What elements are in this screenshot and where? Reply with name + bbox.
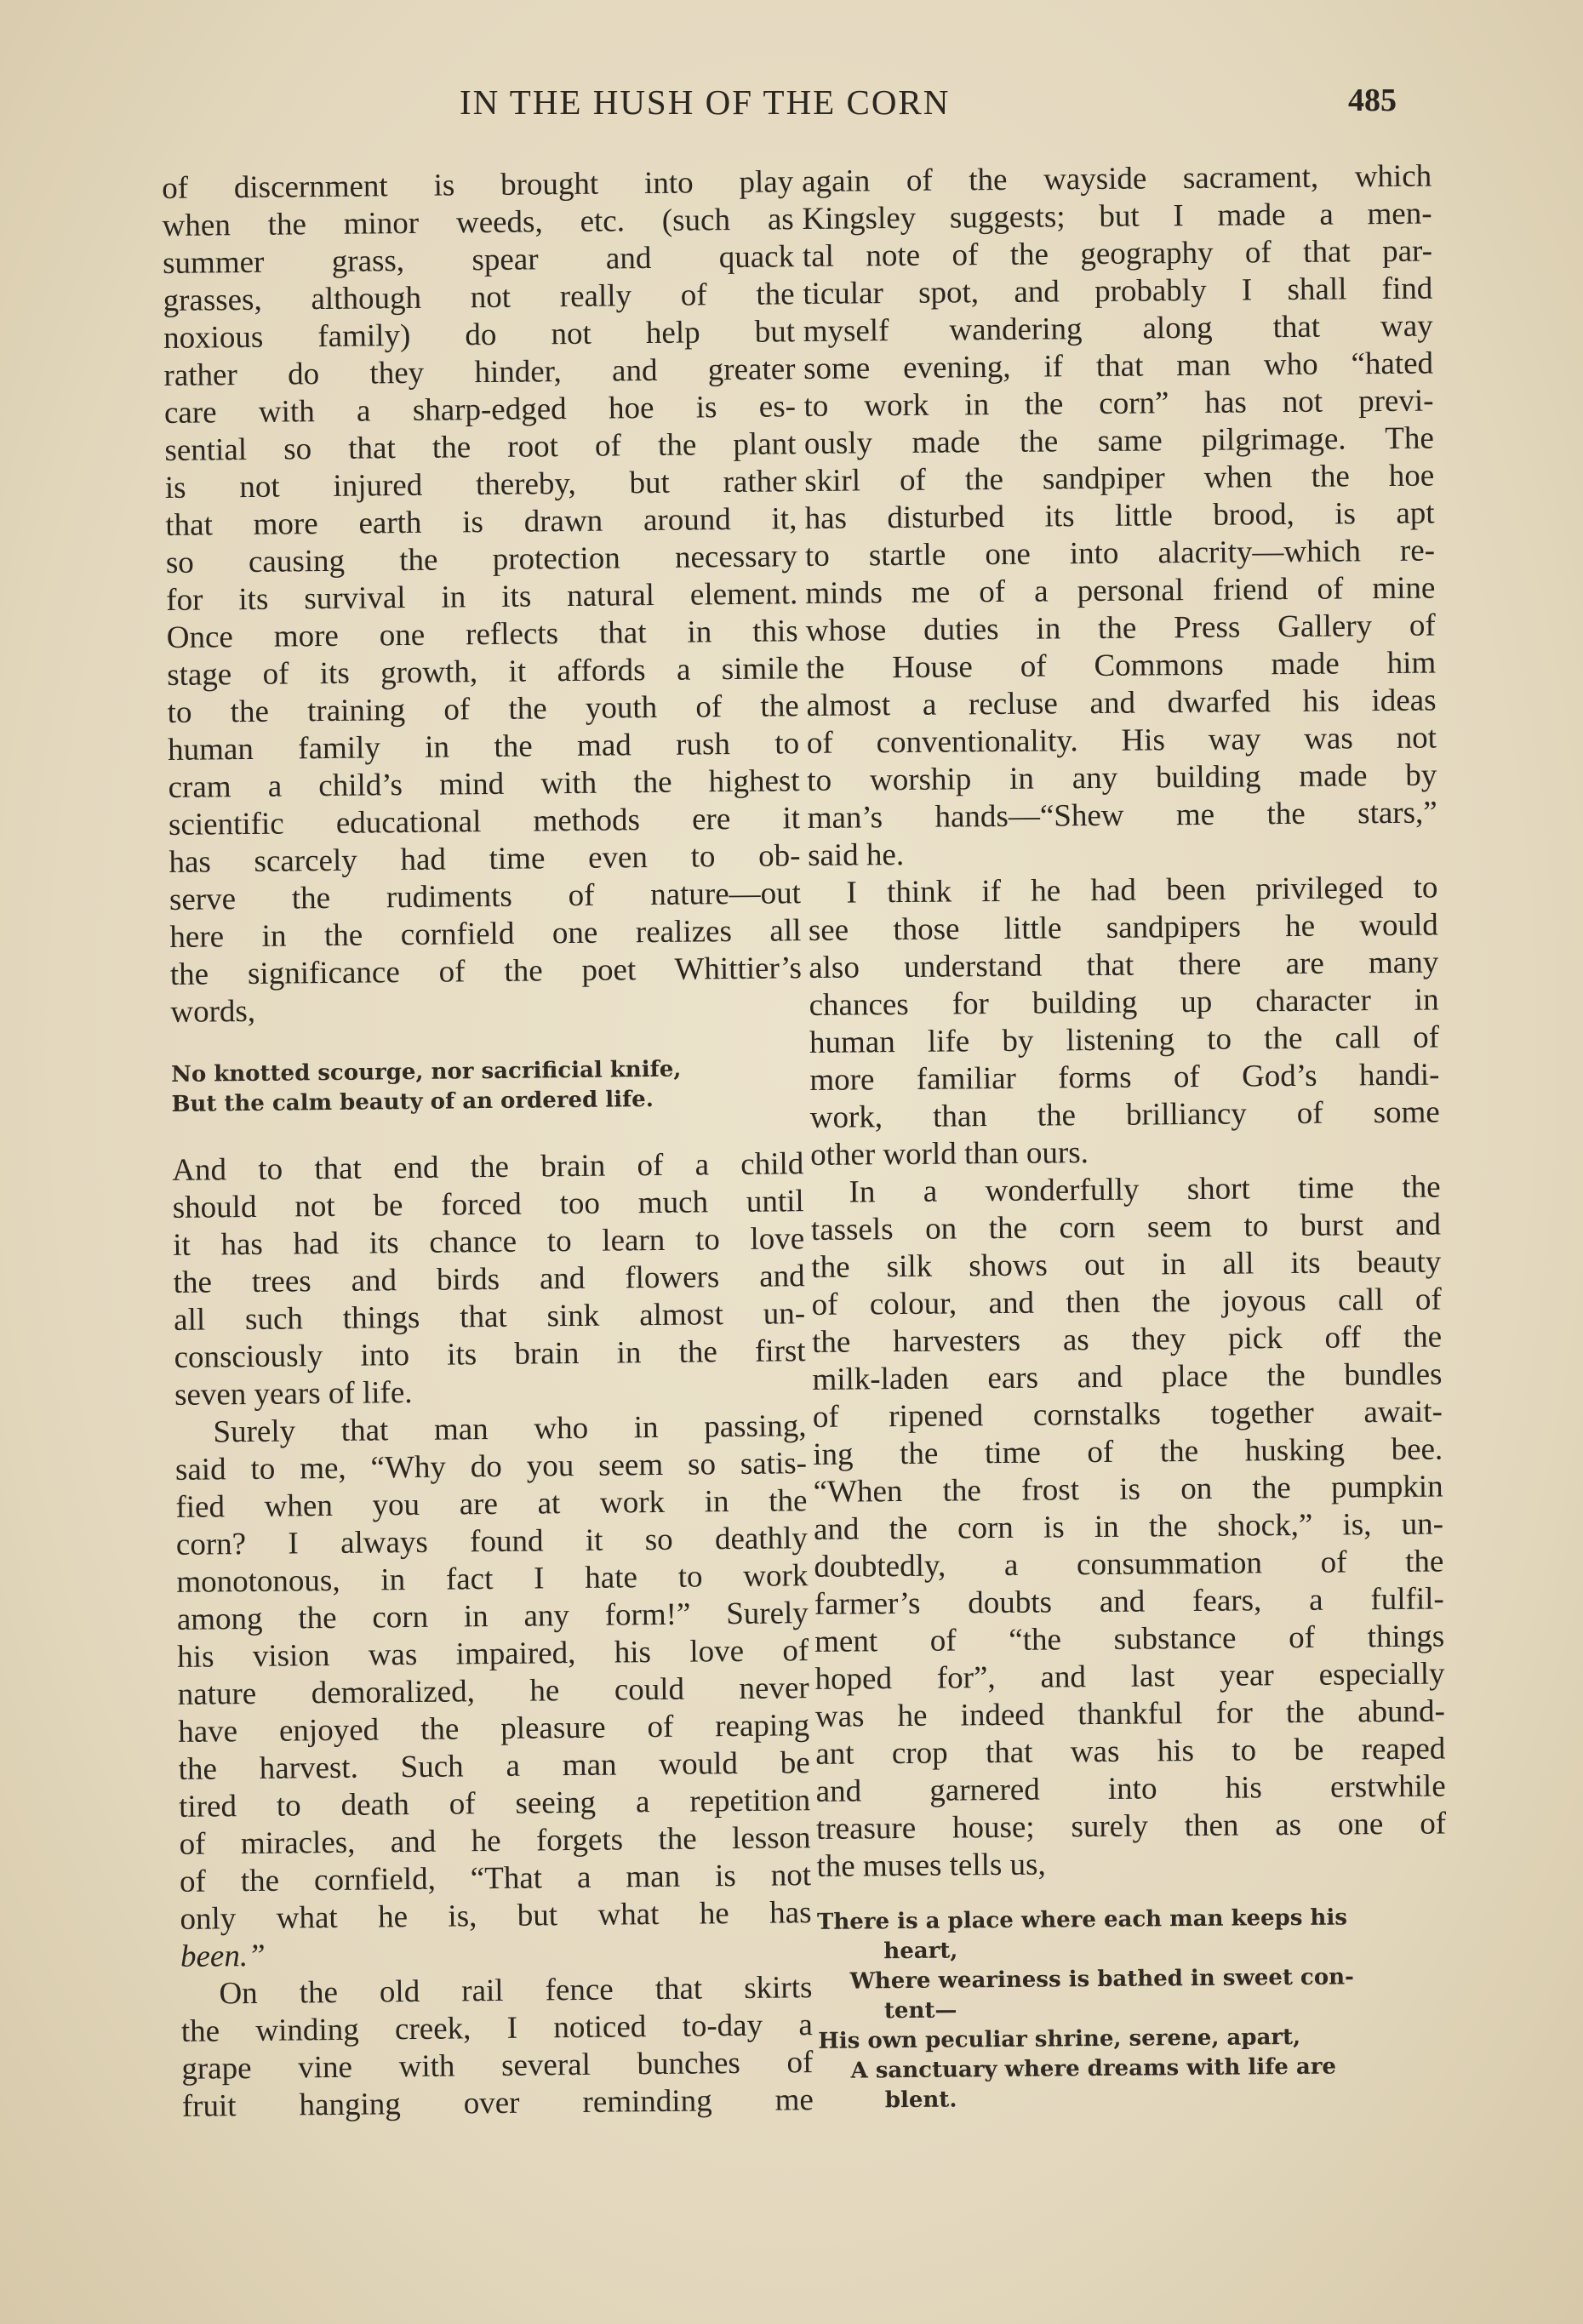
verse-line: No knotted scourge, nor sacrificial knife, [170,1056,682,1088]
text-line: ment of “the substance of things [814,1619,1445,1659]
text-line: fruit hanging over reminding me [181,2082,814,2124]
text-line: “When the frost is on the pumpkin [813,1469,1443,1510]
text-line: grasses, although not really of the [163,277,795,318]
text-line: was he indeed thankful for the abund- [814,1693,1446,1734]
text-line: human family in the mad rush to [167,726,800,768]
text-line: other world than ours. [809,1135,1089,1173]
text-line: fied when you are at work in the [175,1483,808,1525]
text-line: it has had its chance to learn to love [173,1221,805,1263]
text-line: nature demoralized, he could never [177,1670,809,1712]
text-line: Surely that man who in passing, [213,1408,807,1450]
text-line: to worship in any building made by [807,757,1437,798]
text-line: said to me, “Why do you seem so satis- [174,1446,808,1487]
text-line: all such things that sink almost un- [173,1296,806,1338]
text-line: summer grass, spear and quack [162,239,795,281]
text-line: chances for building up character in [809,982,1439,1023]
text-line: that more earth is drawn around it, [165,501,797,543]
paragraph [808,870,1440,1174]
text-line: almost a recluse and dwarfed his ideas [806,682,1437,723]
paragraph [810,1168,1446,1885]
text-line: Kingsley suggests; but I made a men- [802,196,1432,237]
text-line: And to that end the brain of a child [172,1146,804,1188]
verse-line: heart, [883,1938,958,1965]
text-line: myself wandering along that way [803,308,1433,349]
text-line: of conventionality. His way was not [806,720,1437,761]
paragraph [174,1408,812,1976]
text-line: tassels on the corn seem to burst and [810,1207,1442,1248]
text-line: and the corn is in the shock,” is, un- [813,1506,1444,1547]
running-header [0,82,1583,133]
text-line: the silk shows out in all its beauty [811,1244,1442,1285]
text-line: milk-laden ears and place the bundles [812,1356,1443,1397]
verse-line: A sanctuary where dreams with life are [850,2053,1337,2084]
text-line: more familiar forms of God’s handi- [809,1057,1440,1098]
text-line: stage of its growth, it affords a simile [167,651,799,693]
text-line: skirl of the sandpiper when the hoe [804,458,1435,499]
text-line: tired to death of seeing a repetition [178,1783,811,1824]
left-column [162,163,814,2126]
text-line: have enjoyed the pleasure of reaping [178,1708,810,1750]
text-line: been.” [180,1938,266,1974]
text-line: so causing the protection necessary [165,539,798,580]
text-line: to work in the corn” has not previ- [803,383,1434,424]
text-line: ing the time of the husking bee. [813,1431,1443,1472]
text-line: and garnered into his erstwhile [815,1768,1446,1809]
text-line: only what he is, but what he has [180,1895,812,1937]
text-line: has disturbed its little brood, is apt [804,495,1435,536]
text-line: work, than the brilliancy of some [809,1094,1440,1135]
text-line: grape vine with several bunches of [181,2045,814,2087]
text-line: corn? I always found it so deathly [175,1521,809,1562]
text-line: the harvest. Such a man would be [178,1745,810,1787]
running-title: IN THE HUSH OF THE CORN [460,83,951,122]
text-line: human life by listening to the call of [809,1019,1440,1060]
verse-line: There is a place where each man keeps his [816,1904,1348,1935]
text-line: sential so that the root of the plant [164,426,797,468]
right-column [802,158,1449,2116]
text-line: to the training of the youth of the [167,688,799,730]
text-line: among the corn in any form!” Surely [176,1596,809,1637]
text-line: here in the cornfield one realizes all [169,913,802,955]
text-line: the muses tells us, [816,1847,1046,1884]
text-line: has scarcely had time even to ob- [169,838,801,880]
verse-quote [171,1054,803,1120]
text-line: some evening, if that man who “hated [803,345,1434,386]
text-line: On the old rail fence that skirts [219,1970,813,2012]
text-line: when the minor weeds, etc. (such as [162,202,794,243]
text-line: of discernment is brought into play [162,164,794,206]
text-line: In a wonderfully short time the [849,1169,1441,1210]
text-line: see those little sandpipers he would [808,907,1439,948]
text-line: said he. [807,837,905,873]
text-line: scientific educational methods ere it [168,801,801,842]
text-line: I think if he had been privileged to [846,870,1438,911]
text-line: man’s hands—“Shew me the stars,” [807,795,1437,836]
paragraph [162,163,803,1031]
text-line: words, [170,993,256,1030]
verse-line: But the calm beauty of an ordered life. [171,1087,654,1117]
text-line: of ripened cornstalks together await- [812,1394,1443,1435]
text-line: cram a child’s mind with the highest [168,763,800,805]
text-line: the trees and birds and flowers and [173,1259,805,1300]
text-line: seven years of life. [174,1374,413,1413]
text-line: for its survival in its natural element. [166,576,798,618]
text-line: again of the wayside sacrament, which [802,158,1432,199]
text-line: consciously into its brain in the first [174,1333,806,1375]
page-number: 485 [1348,83,1397,118]
text-line: noxious family) do not help but [163,314,796,356]
text-line: doubtedly, a consummation of the [814,1544,1444,1585]
text-line: the House of Commons made him [806,645,1437,686]
verse-line: His own peculiar shrine, serene, apart, [818,2024,1301,2054]
text-line: monotonous, in fact I hate to work [176,1558,809,1600]
text-line: of colour, and then the joyous call of [811,1282,1442,1322]
text-line: to startle one into alacrity—which re- [804,533,1436,574]
text-line: Once more one reflects that in this [166,614,798,655]
text-line: ously made the same pilgrimage. The [803,420,1435,461]
text-line: of miracles, and he forgets the lesson [179,1820,811,1862]
text-line: care with a sharp-edged hoe is es- [163,389,797,431]
text-line: his vision was impaired, his love of [177,1633,809,1675]
text-line: should not be forced too much until [172,1184,804,1225]
text-line: the harvesters as they pick off the [811,1319,1443,1360]
text-line: serve the rudiments of nature—out [169,876,802,917]
text-line: hoped for”, and last year especially [814,1656,1445,1697]
text-line: tal note of the geography of that par- [802,233,1433,274]
text-line: whose duties in the Press Gallery of [805,608,1436,648]
text-line: rather do they hinder, and greater [163,351,796,393]
paragraph [802,158,1437,875]
verse-line: tent— [883,1997,957,2024]
text-line: of the cornfield, “That a man is not [179,1858,812,1899]
text-line: ant crop that was his to be reaped [815,1731,1446,1772]
verse-line: blent. [884,2087,957,2114]
text-line: is not injured thereby, but rather [164,464,797,505]
text-line: treasure house; surely then as one of [815,1806,1447,1847]
verse-quote [817,1902,1449,2116]
text-line: ticular spot, and probably I shall find [803,271,1433,311]
text-line: farmer’s doubts and fears, a fulfil- [814,1581,1444,1622]
text-line: the winding creek, I noticed to-day a [180,2007,814,2049]
paragraph [180,1969,814,2126]
text-line: minds me of a personal friend of mine [805,570,1436,611]
paragraph [172,1145,806,1414]
text-line: the significance of the poet Whittier’s [169,951,803,992]
verse-line: Where weariness is bathed in sweet con- [849,1964,1354,1995]
text-line: also understand that there are many [809,945,1439,985]
